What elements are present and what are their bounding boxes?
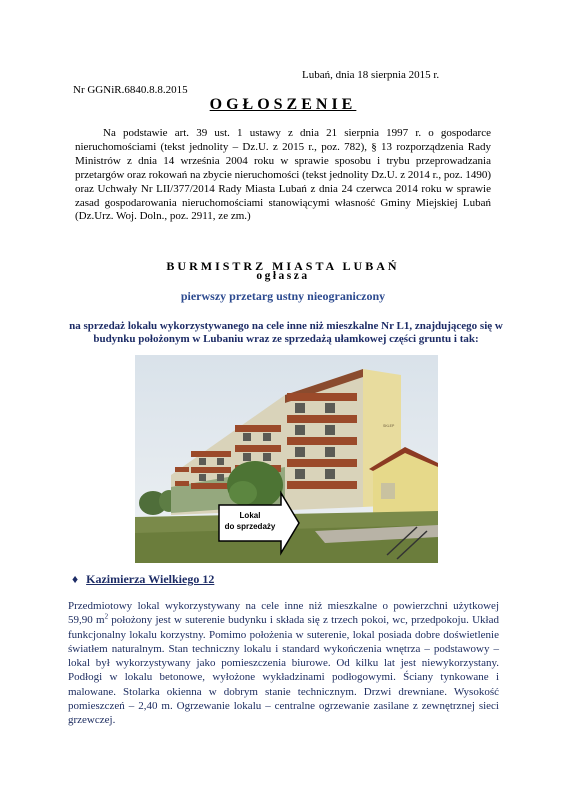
diamond-bullet-icon: ♦	[72, 572, 79, 586]
area-unit-superscript: 2	[104, 612, 109, 621]
description-part-1: Przedmiotowy lokal wykorzystywany na cele inne niż mieszkalne o powierzchni użytkowej 59,90 m	[68, 600, 499, 627]
arrow-label-line1: Lokal	[239, 511, 261, 520]
reference-number: Nr GGNiR.6840.8.8.2015	[73, 84, 188, 96]
sale-subject: na sprzedaż lokalu wykorzystywanego na cele inne niż mieszkalne Nr L1, znajdującego się w budynku położonym w Lubaniu wraz ze sprzedażą ułamkowej części gruntu i tak:	[69, 320, 503, 345]
page-title: OGŁOSZENIE	[209, 96, 357, 113]
arrow-label-line2: do sprzedaży	[224, 522, 276, 531]
announces-label: ogłasza	[256, 270, 310, 282]
property-description	[68, 599, 499, 728]
legal-basis-paragraph: Na podstawie art. 39 ust. 1 ustawy z dnia 21 sierpnia 1997 r. o gospodarce nieruchomościami (tekst jednolity – Dz.U. z 2015 r., poz. 782), § 13 rozporządzenia Rady Ministrów z dnia 14 września 2004 roku w sprawie sposobu i trybu przeprowadzania przetargów oraz rokowań na zbycie nieruchomości (tekst jednolity Dz.U. z 2014 r., poz. 1490) oraz Uchwały Nr LII/377/2014 Rady Miasta Lubań z dnia 24 czerwca 2014 roku w sprawie zasad gospodarowania nieruchomościami stanowiącymi własność Gminy Miejskiej Lubań (Dz.Urz. Woj. Doln., poz. 2911, ze zm.)	[75, 127, 491, 223]
description-part-2: położony jest w suterenie budynku i składa się z trzech pokoi, wc, przedpokoju. Układ funkcjonalny lokalu korzystny. Pomimo położenia w suterenie, lokal posiada dobre doświetlenie światłem naturalnym. Stan techniczny lokalu i standard wykończenia wnętrza – podstawowy – lokal był wykorzystywany jako pomieszczenia biurowe. Od kilku lat jest niewykorzystany. Podłogi w lokalu betonowe, wyłożone wykładzinami podłogowymi. Ściany tynkowane i malowane. Stolarka okienna w dobrym stanie technicznym. Drzwi drewniane. Wysokość pomieszczeń – 2,40 m. Ogrzewanie lokalu – centralne ogrzewanie zasilane z zewnętrznej sieci grzewczej.	[68, 614, 499, 727]
authority-name: BURMISTRZ MIASTA LUBAŃ	[166, 259, 400, 273]
building-photo	[135, 355, 438, 563]
building-photo-illustration	[135, 355, 438, 563]
property-address: Kazimierza Wielkiego 12	[86, 572, 215, 586]
tender-type: pierwszy przetarg ustny nieograniczony	[180, 289, 386, 303]
property-heading	[72, 572, 214, 587]
announcement-date: Lubań, dnia 18 sierpnia 2015 r.	[302, 69, 440, 81]
building-sign: SKLEP	[383, 424, 395, 428]
